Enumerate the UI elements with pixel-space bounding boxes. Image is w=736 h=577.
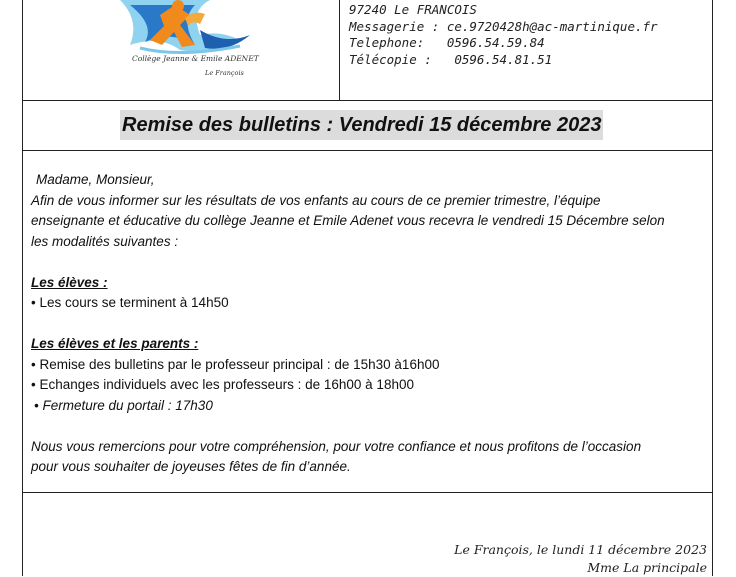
header-divider (339, 0, 340, 100)
closing-line-1: Nous vous remercions pour votre compréhension, pour votre confiance et nous profitons de l’occasion (31, 438, 642, 454)
section-students-item: • Les cours se terminent à 14h50 (31, 295, 229, 310)
spacer (31, 252, 711, 273)
contact-block (349, 2, 658, 68)
section-students-title: Les élèves : (31, 274, 108, 290)
contact-phone: Telephone: 0596.54.59.84 (349, 35, 545, 50)
closing-line-2: pour vous souhaiter de joyeuses fêtes de fin d’année. (31, 459, 351, 474)
intro-line-1: Afin de vous informer sur les résultats de vos enfants au cours de ce premier trimestre, l’équipe (31, 192, 601, 208)
college-logo (100, 0, 270, 90)
section-parents-title: Les élèves et les parents : (31, 336, 199, 351)
spacer (31, 416, 711, 437)
page-title: Remise des bulletins : Vendredi 15 décembre 2023 (120, 110, 603, 140)
signature-block (454, 541, 707, 577)
contact-address: 97240 Le FRANCOIS (349, 2, 477, 17)
body-bottom-border (22, 492, 713, 493)
section-parents-item: • Remise des bulletins par le professeur principal : de 15h30 à16h00 (31, 356, 440, 372)
intro-line-3: les modalités suivantes : (31, 233, 179, 249)
letter-body (31, 170, 711, 478)
date-line: Le François, le lundi 11 décembre 2023 (454, 542, 707, 557)
logo-town-name: Le François (205, 69, 244, 77)
frame-left-border (22, 0, 23, 576)
frame-right-border (712, 0, 713, 576)
college-logo-icon (100, 0, 270, 60)
section-parents-item: • Echanges individuels avec les professeurs : de 16h00 à 18h00 (31, 377, 414, 392)
contact-email: Messagerie : ce.9720428h@ac-martinique.fr (349, 18, 658, 34)
header-bottom-border (22, 100, 713, 101)
signature-title: Mme La principale (587, 560, 707, 575)
greeting: Madame, Monsieur, (36, 172, 155, 187)
contact-fax: Télécopie : 0596.54.81.51 (349, 51, 553, 67)
spacer (31, 314, 711, 335)
intro-line-2: enseignante et éducative du collège Jeanne et Emile Adenet vous recevra le vendredi 15 Décembre selon (31, 213, 665, 228)
section-parents-item: • Fermeture du portail : 17h30 (34, 397, 213, 413)
logo-college-name: Collège Jeanne & Emile ADENET (132, 54, 259, 63)
title-bottom-border (22, 150, 713, 151)
